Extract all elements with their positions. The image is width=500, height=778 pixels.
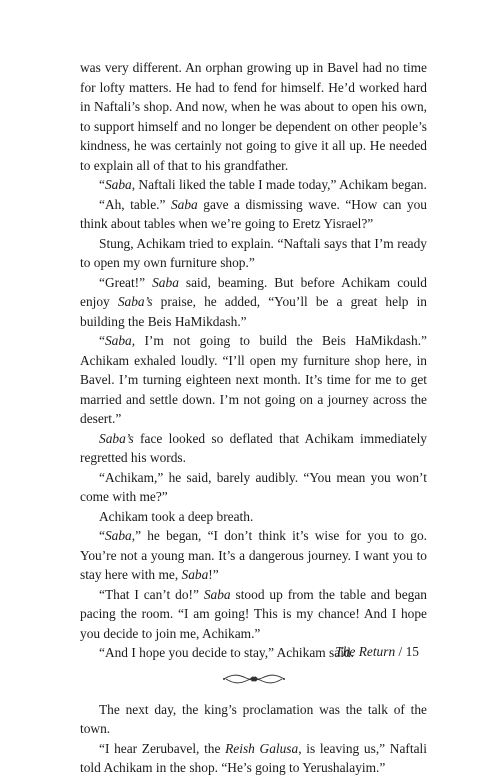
paragraph [80, 700, 427, 739]
text-run: ,” he began, “I don’t think it’s wise for you to go. You’re not a young man. It’s a dangerous journey. I want you to stay here with me, [80, 528, 427, 582]
italic-run: Saba [104, 333, 132, 348]
paragraph [80, 273, 427, 332]
paragraph [80, 234, 427, 273]
paragraph [80, 585, 427, 644]
text-run: “Great!” [99, 274, 153, 290]
text-run: “ [99, 177, 105, 192]
text-run: “ [99, 528, 105, 543]
paragraph [80, 429, 427, 468]
paragraph [80, 507, 427, 527]
paragraph [80, 331, 427, 429]
footer-separator: / [398, 644, 403, 659]
text-run: “I hear Zerubavel, the [99, 740, 226, 756]
book-title: The Return [335, 644, 396, 659]
body-text [80, 58, 427, 778]
scroll-ornament-svg [222, 673, 286, 685]
text-run: “Ah, table.” [99, 196, 171, 212]
paragraph [80, 526, 427, 585]
paragraph [80, 468, 427, 507]
text-run: “And I hope you decide to stay,” Achikam said. [99, 645, 354, 660]
text-run: “ [99, 333, 105, 348]
scroll-ornament-icon [80, 666, 427, 692]
text-run: Achikam took a deep breath. [99, 508, 254, 524]
text-run: stood up from the table and began pacing the room. “I am going! This is my chance! And I hope you decide to join me, Achikam.” [80, 586, 427, 641]
italic-run: Saba’s [117, 294, 153, 309]
text-run: said, beaming. But before Achikam could enjoy [80, 274, 427, 309]
italic-run: Saba [181, 567, 209, 582]
text-run: was very different. An orphan growing up in Bavel had no time for lofty matters. He had to fend for himself. He’d worked hard in Naftali’s shop. And now, when he was about to open his own, to support himself and no longer be dependent on other people’s kindness, he was certainly not going to give it all up. He needed to explain all of that to his grandfather. [80, 60, 427, 173]
section-after-break [80, 700, 427, 778]
paragraph [80, 58, 427, 175]
paragraph [80, 739, 427, 778]
italic-run: Saba [203, 586, 231, 602]
paragraph [80, 175, 427, 195]
text-run: “That I can’t do!” [99, 586, 204, 602]
text-run: praise, he added, “You’ll be a great help in building the Beis HaMikdash.” [80, 294, 427, 329]
text-run: !” [208, 567, 219, 582]
italic-run: Saba [152, 274, 179, 290]
italic-run: Saba [170, 196, 198, 212]
text-run: , I’m not going to build the Beis HaMikdash.” Achikam exhaled loudly. “I’ll open my furniture shop here, in Bavel. I’m turning eighteen next month. It’s time for me to get married and settle down. I’m not going on a journey across the desert.” [80, 333, 427, 426]
paragraph [80, 195, 427, 234]
italic-run: Reish Galusa [225, 740, 299, 756]
text-run: “Achikam,” he said, barely audibly. “You mean you won’t come with me?” [80, 469, 427, 504]
text-run: gave a dismissing wave. “How can you think about tables when we’re going to Eretz Yisrael?” [80, 196, 427, 231]
text-run: The next day, the king’s proclamation was the talk of the town. [80, 701, 427, 736]
text-run: Stung, Achikam tried to explain. “Naftali says that I’m ready to open my own furniture shop.” [80, 235, 427, 270]
italic-run: Saba’s [99, 430, 134, 446]
text-run: , Naftali liked the table I made today,” Achikam began. [131, 177, 427, 192]
running-footer [335, 642, 419, 661]
text-run: face looked so deflated that Achikam immediately regretted his words. [80, 430, 427, 465]
text-run: , is leaving us,” Naftali told Achikam in the shop. “He’s going to Yerushalayim.” [80, 740, 427, 775]
italic-run: Saba [104, 528, 132, 543]
italic-run: Saba [104, 177, 132, 192]
section-before-break [80, 58, 427, 663]
page-number: 15 [405, 644, 419, 659]
